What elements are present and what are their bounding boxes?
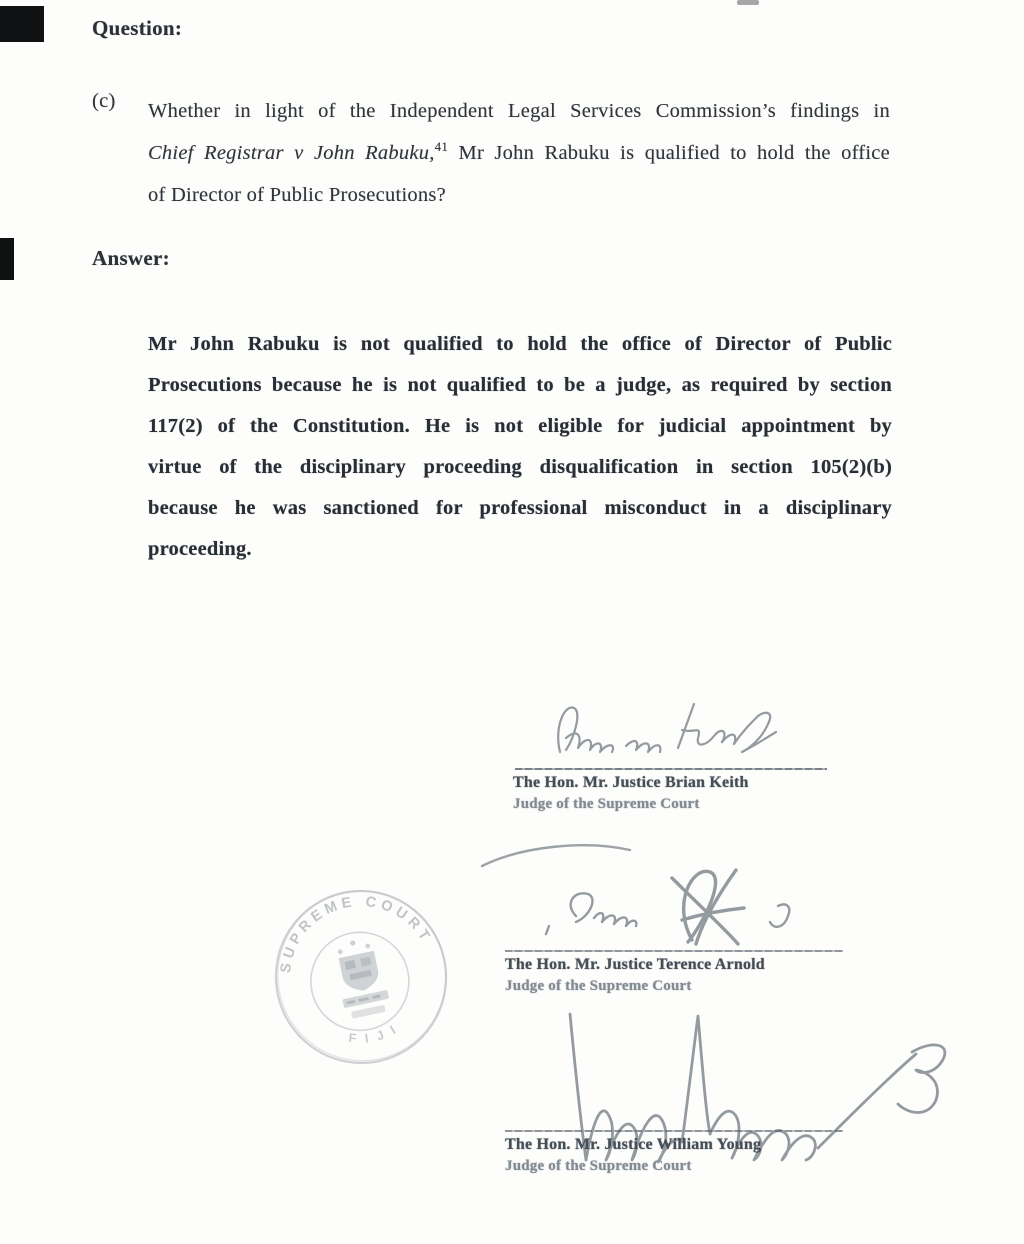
answer-line: proceeding. xyxy=(148,538,252,560)
scan-artifact-top-smudge xyxy=(737,0,759,5)
answer-line: 117(2) of the Constitution. He is not eligible for judicial appointment by xyxy=(148,415,892,437)
scan-artifact-top-left xyxy=(0,6,44,42)
answer-line: Mr John Rabuku is not qualified to hold the office of Director of Public xyxy=(148,333,892,355)
judge-name-keith: The Hon. Mr. Justice Brian Keith xyxy=(513,774,749,791)
stamp-coat-of-arms xyxy=(331,935,392,1019)
item-c-marker: (c) xyxy=(92,90,116,112)
case-citation: Chief Registrar v John Rabuku, xyxy=(148,142,435,164)
footnote-marker: 41 xyxy=(434,139,449,155)
answer-heading: Answer: xyxy=(92,246,170,270)
stamp-arc-text: SUPREME COURT xyxy=(277,893,435,975)
signature-rule-arnold xyxy=(505,950,843,952)
judge-name-arnold: The Hon. Mr. Justice Terence Arnold xyxy=(505,956,765,973)
judge-title-keith: Judge of the Supreme Court xyxy=(513,796,700,812)
stamp-bottom-text: F I J I xyxy=(347,1021,401,1046)
answer-line: Prosecutions because he is not qualified to be a judge, as required by section xyxy=(148,374,892,396)
answer-line: because he was sanctioned for professional misconduct in a disciplinary xyxy=(148,497,892,519)
item-c-paragraph xyxy=(148,90,890,216)
signature-terence-arnold xyxy=(532,858,814,956)
signature-brian-keith xyxy=(538,694,790,772)
item-c-line-1: Whether in light of the Independent Legal Services Commission’s findings in xyxy=(148,100,890,122)
answer-paragraph xyxy=(148,324,892,570)
judge-name-young: The Hon. Mr. Justice William Young xyxy=(505,1136,762,1153)
signature-rule-keith xyxy=(515,768,827,770)
svg-text:F I J I xyxy=(345,1021,402,1050)
question-heading: Question: xyxy=(92,16,183,40)
judge-title-arnold: Judge of the Supreme Court xyxy=(505,978,692,994)
item-c-line-2: Chief Registrar v John Rabuku,$^{41}$ Mr John Rabuku is qualified to hold the office xyxy=(148,139,890,164)
scan-artifact-left-edge xyxy=(0,238,14,280)
supreme-court-fiji-stamp xyxy=(266,882,456,1072)
signature-rule-young xyxy=(505,1130,843,1132)
item-c-line-3: of Director of Public Prosecutions? xyxy=(148,184,446,206)
answer-line: virtue of the disciplinary proceeding disqualification in section 105(2)(b) xyxy=(148,456,892,478)
judge-title-young: Judge of the Supreme Court xyxy=(505,1158,692,1174)
